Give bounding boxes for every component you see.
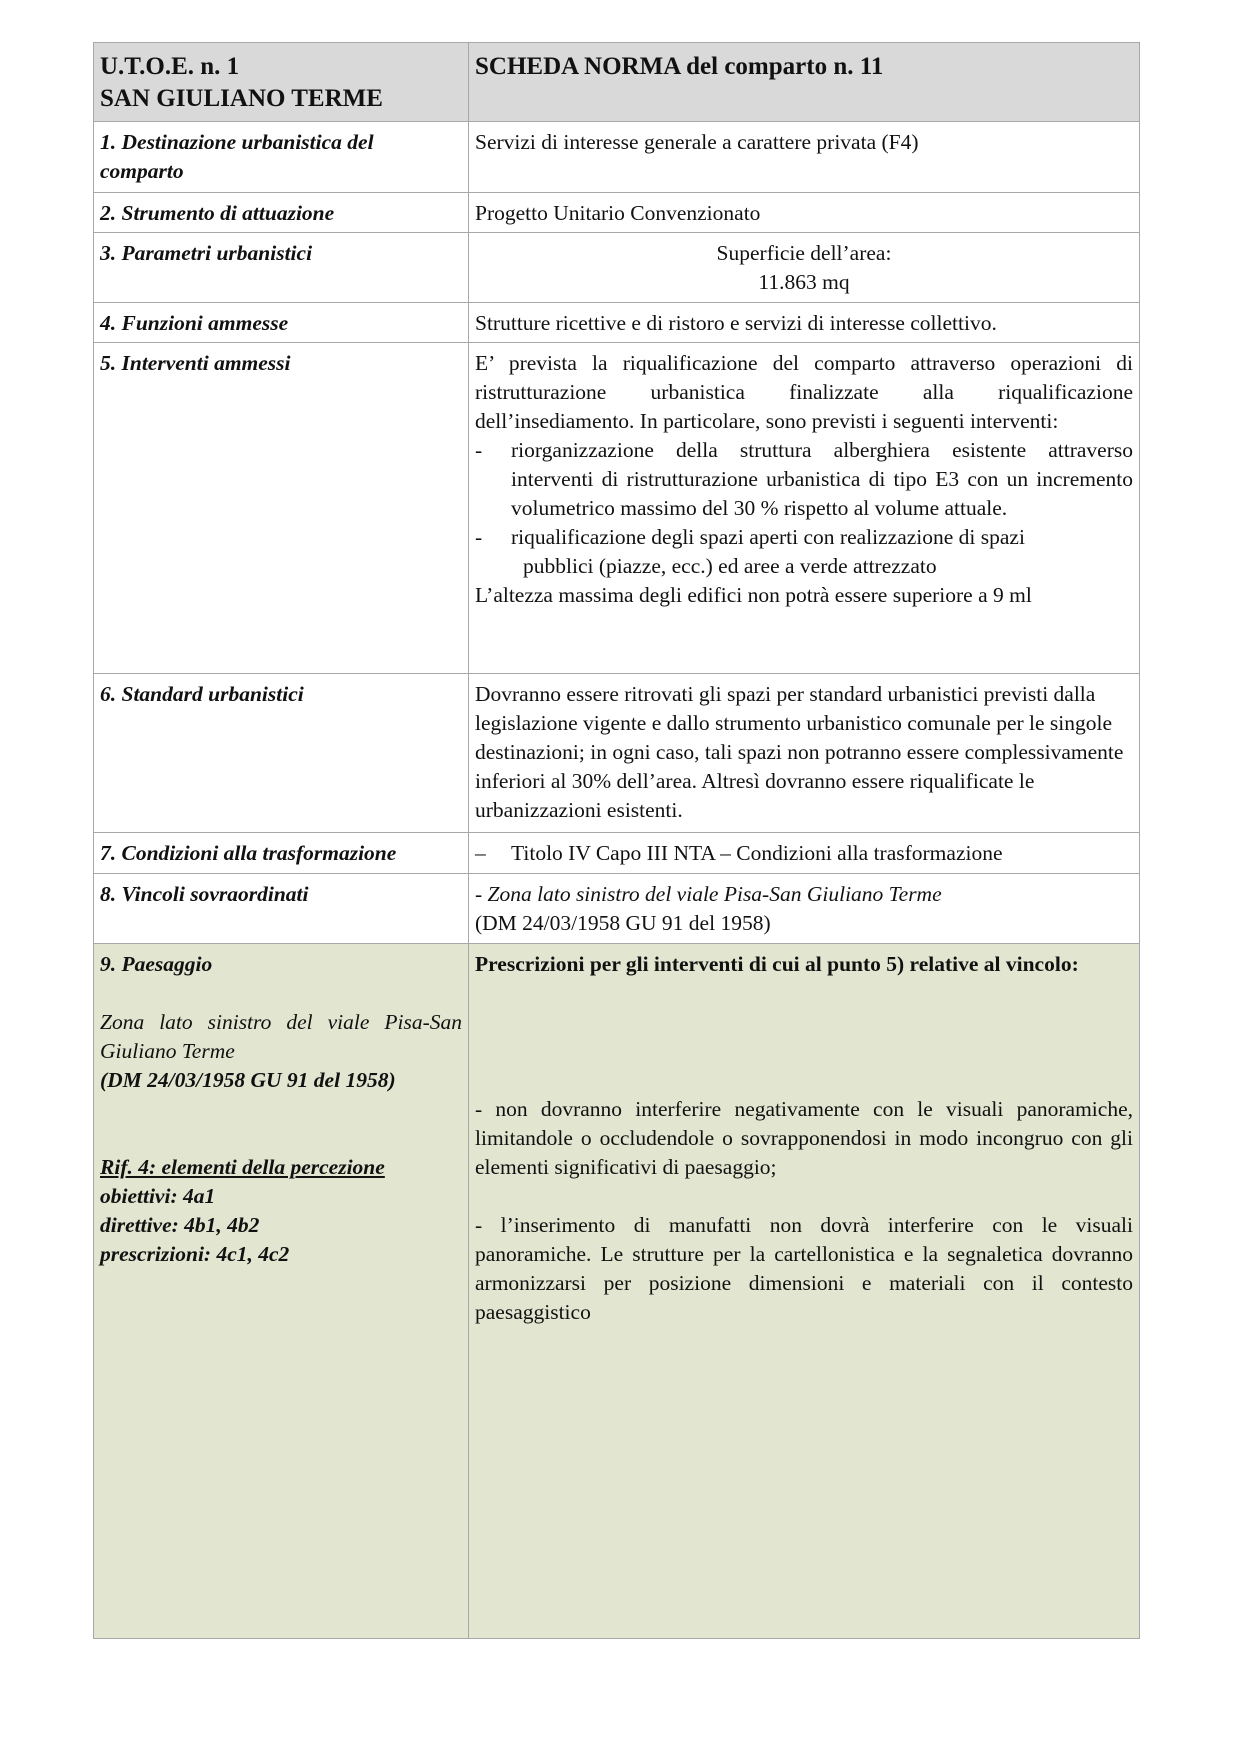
superficie-value: 11.863 mq — [758, 270, 850, 294]
row-label: 5. Interventi ammessi — [94, 343, 469, 674]
row-standard — [94, 674, 1140, 833]
row-parametri — [94, 233, 1140, 303]
row-value: Progetto Unitario Convenzionato — [469, 193, 1140, 233]
bullet-text: riqualificazione degli spazi aperti con realizzazione di spazi — [511, 525, 1025, 549]
row-label: 8. Vincoli sovraordinati — [94, 874, 469, 944]
row-label: 9. Paesaggio — [100, 952, 213, 976]
interventi-bullet — [475, 523, 1133, 552]
row-condizioni — [94, 833, 1140, 874]
rif-prescrizioni: prescrizioni: 4c1, 4c2 — [100, 1242, 290, 1266]
rif-obiettivi: obiettivi: 4a1 — [100, 1184, 216, 1208]
prescrizione-paragraph: - l’inserimento di manufatti non dovrà interferire con le visuali panoramiche. Le strutture per la cartellonistica e la segnaletica dovranno armonizzarsi per posizione dimensioni e materiali con il contesto paesaggistico — [475, 1213, 1133, 1324]
bullet-text: riorganizzazione della struttura alberghiera esistente attraverso interventi di ristrutturazione urbanistica di tipo E3 con un incremento volumetrico massimo del 30 % rispetto al volume attuale. — [511, 438, 1133, 520]
row-destinazione — [94, 122, 1140, 193]
header-row — [94, 43, 1140, 122]
paesaggio-right-cell — [469, 944, 1140, 1639]
bullet-dash: - — [475, 525, 483, 549]
utoe-name: SAN GIULIANO TERME — [100, 85, 383, 112]
row-label: 2. Strumento di attuazione — [94, 193, 469, 233]
row-label: 3. Parametri urbanistici — [94, 233, 469, 303]
paesaggio-dm: (DM 24/03/1958 GU 91 del 1958) — [100, 1068, 396, 1092]
row-value — [469, 874, 1140, 944]
utoe-number: U.T.O.E. n. 1 — [100, 53, 240, 80]
row-label: 7. Condizioni alla trasformazione — [94, 833, 469, 874]
superficie-label: Superficie dell’area: — [716, 241, 892, 265]
condizioni-text: Titolo IV Capo III NTA – Condizioni alla trasformazione — [511, 841, 1003, 865]
interventi-closing: L’altezza massima degli edifici non potrà essere superiore a 9 ml — [475, 583, 1032, 607]
scheda-norma-table — [93, 42, 1140, 1639]
paesaggio-left-cell — [94, 944, 469, 1639]
scheda-title-cell — [469, 43, 1140, 122]
row-value: Dovranno essere ritrovati gli spazi per standard urbanistici previsti dalla legislazione vigente e dallo strumento urbanistico comunale per le singole destinazioni; in ogni caso, tali spazi non potranno essere complessivamente inferiori al 30% dell’area. Altresì dovranno essere riqualificate le urbanizzazioni esistenti. — [469, 674, 1140, 833]
utoe-header-cell — [94, 43, 469, 122]
bullet-dash: – — [475, 841, 486, 865]
row-label: 6. Standard urbanistici — [94, 674, 469, 833]
vincolo-zona: - Zona lato sinistro del viale Pisa-San Giuliano Terme — [475, 882, 942, 906]
prescrizione-paragraph: - non dovranno interferire negativamente con le visuali panoramiche, limitandole o occludendole o sovrapponendosi in modo incongruo con gli elementi significativi di paesaggio; — [475, 1097, 1133, 1179]
row-label: 4. Funzioni ammesse — [94, 303, 469, 343]
row-value — [469, 343, 1140, 674]
scheda-title: SCHEDA NORMA del comparto n. 11 — [475, 53, 884, 80]
vincolo-dm: (DM 24/03/1958 GU 91 del 1958) — [475, 911, 771, 935]
row-funzioni — [94, 303, 1140, 343]
row-interventi — [94, 343, 1140, 674]
row-label: 1. Destinazione urbanistica del comparto — [94, 122, 469, 193]
bullet-continuation: pubblici (piazze, ecc.) ed aree a verde attrezzato — [523, 554, 937, 578]
row-vincoli — [94, 874, 1140, 944]
row-strumento — [94, 193, 1140, 233]
rif-title: Rif. 4: elementi della percezione — [100, 1155, 385, 1179]
row-value: Strutture ricettive e di ristoro e servizi di interesse collettivo. — [469, 303, 1140, 343]
row-value: Servizi di interesse generale a carattere privata (F4) — [469, 122, 1140, 193]
row-value — [469, 233, 1140, 303]
prescrizioni-title: Prescrizioni per gli interventi di cui al punto 5) relative al vincolo: — [475, 952, 1079, 976]
interventi-bullet — [475, 436, 1133, 523]
rif-direttive: direttive: 4b1, 4b2 — [100, 1213, 260, 1237]
paesaggio-zona: Zona lato sinistro del viale Pisa-San Giuliano Terme — [100, 1010, 462, 1063]
row-value — [469, 833, 1140, 874]
bullet-dash: - — [475, 438, 483, 462]
row-paesaggio — [94, 944, 1140, 1639]
condizioni-item — [475, 839, 1133, 868]
interventi-intro: E’ prevista la riqualificazione del comparto attraverso operazioni di ristrutturazione urbanistica finalizzate alla riqualificazione dell’insediamento. In particolare, sono previsti i seguenti interventi: — [475, 351, 1133, 433]
